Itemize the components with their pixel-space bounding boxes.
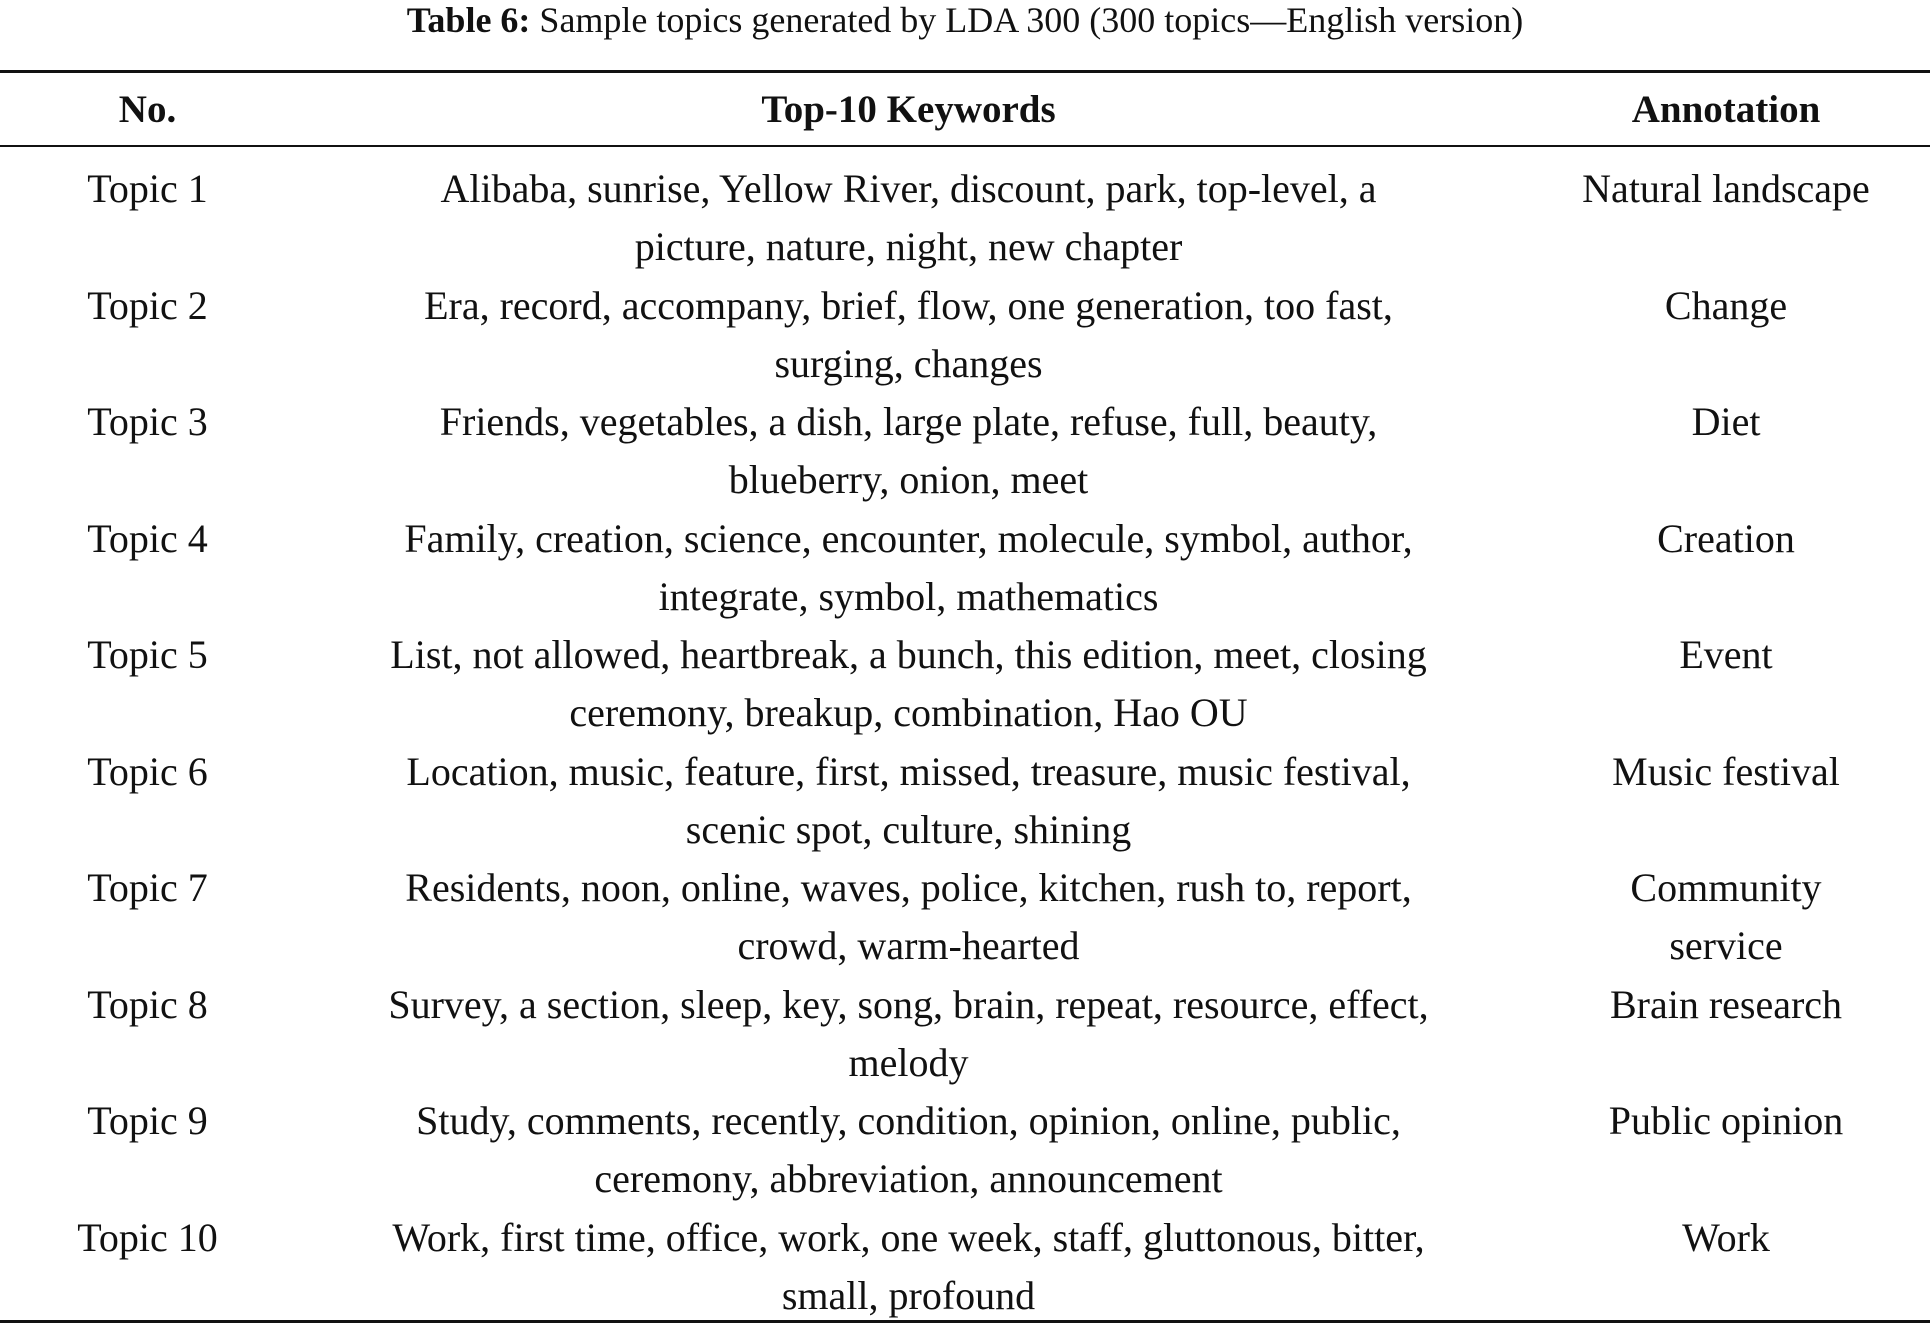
header-annotation: Annotation (1631, 87, 1821, 131)
topic-keywords (295, 743, 1522, 859)
keywords-line: Location, music, feature, first, missed, treasure, music festival, (406, 748, 1411, 794)
header-rule (0, 145, 1930, 147)
annotation-line: Public opinion (1608, 1098, 1844, 1143)
topic-annotation (1522, 510, 1930, 568)
table-body (0, 160, 1930, 1325)
topic-annotation (1522, 393, 1930, 451)
topic-number: Topic 6 (87, 748, 208, 794)
keywords-line: ceremony, abbreviation, announcement (594, 1156, 1223, 1201)
keywords-line: List, not allowed, heartbreak, a bunch, this edition, meet, closing (390, 632, 1427, 677)
topic-number: Topic 8 (87, 981, 208, 1027)
topic-number: Topic 1 (87, 166, 208, 211)
annotation-line: Event (1679, 632, 1773, 677)
table-caption (0, 0, 1930, 40)
keywords-line: melody (848, 1039, 969, 1085)
table-row (0, 1092, 1930, 1209)
topic-keywords (295, 626, 1522, 742)
caption-text: Sample topics generated by LDA 300 (300 topics—English version) (539, 0, 1524, 40)
annotation-line: Change (1664, 282, 1788, 328)
topic-keywords (295, 859, 1522, 975)
topic-keywords (295, 1092, 1522, 1208)
annotation-line: Diet (1691, 399, 1761, 444)
topic-annotation (1522, 859, 1930, 975)
keywords-line: integrate, symbol, mathematics (658, 573, 1159, 619)
topic-number: Topic 2 (87, 282, 208, 328)
table-row (0, 626, 1930, 743)
table-row (0, 859, 1930, 976)
keywords-line: crowd, warm-hearted (737, 923, 1080, 968)
annotation-line: Music festival (1612, 748, 1840, 794)
keywords-line: Residents, noon, online, waves, police, kitchen, rush to, report, (405, 865, 1412, 910)
topic-number: Topic 9 (87, 1098, 208, 1143)
topic-annotation (1522, 626, 1930, 684)
table-row (0, 160, 1930, 277)
annotation-line: service (1669, 923, 1783, 968)
annotation-line: Creation (1657, 515, 1795, 561)
topic-keywords (295, 160, 1522, 276)
keywords-line: Family, creation, science, encounter, molecule, symbol, author, (404, 515, 1413, 561)
topic-annotation (1522, 743, 1930, 801)
keywords-line: Alibaba, sunrise, Yellow River, discount, park, top-level, a (440, 166, 1377, 211)
keywords-line: ceremony, breakup, combination, Hao OU (569, 690, 1248, 735)
topic-annotation (1522, 976, 1930, 1034)
keywords-line: Friends, vegetables, a dish, large plate, refuse, full, beauty, (439, 399, 1378, 444)
topic-number: Topic 7 (87, 865, 208, 910)
keywords-line: picture, nature, night, new chapter (634, 224, 1183, 269)
annotation-line: Work (1682, 1214, 1770, 1260)
annotation-line: Brain research (1609, 981, 1843, 1027)
table-row (0, 743, 1930, 860)
table-row (0, 1209, 1930, 1326)
table-row (0, 976, 1930, 1093)
caption-label: Table 6: (406, 0, 531, 40)
table-header-row (0, 73, 1930, 145)
header-no: No. (118, 87, 177, 131)
keywords-line: Era, record, accompany, brief, flow, one generation, too fast, (424, 282, 1393, 328)
header-keywords: Top-10 Keywords (761, 87, 1056, 131)
topic-keywords (295, 1209, 1522, 1325)
keywords-line: small, profound (781, 1272, 1036, 1318)
table-row (0, 393, 1930, 510)
topic-annotation (1522, 1092, 1930, 1150)
topic-keywords (295, 976, 1522, 1092)
topic-number: Topic 5 (87, 632, 208, 677)
keywords-line: Work, first time, office, work, one week, staff, gluttonous, bitter, (392, 1214, 1425, 1260)
annotation-line: Natural landscape (1582, 166, 1870, 211)
keywords-line: blueberry, onion, meet (728, 457, 1089, 502)
topic-annotation (1522, 277, 1930, 335)
topic-keywords (295, 393, 1522, 509)
topic-number: Topic 4 (87, 515, 208, 561)
bottom-rule (0, 1320, 1930, 1323)
keywords-line: scenic spot, culture, shining (685, 806, 1132, 852)
topic-annotation (1522, 1209, 1930, 1267)
keywords-line: Study, comments, recently, condition, opinion, online, public, (416, 1098, 1401, 1143)
table-row (0, 510, 1930, 627)
table-row (0, 277, 1930, 394)
keywords-line: surging, changes (774, 340, 1043, 386)
topic-keywords (295, 510, 1522, 626)
topic-annotation (1522, 160, 1930, 218)
keywords-line: Survey, a section, sleep, key, song, brain, repeat, resource, effect, (388, 981, 1429, 1027)
annotation-line: Community (1630, 865, 1822, 910)
topic-number: Topic 10 (77, 1214, 218, 1260)
topic-number: Topic 3 (87, 399, 208, 444)
topic-keywords (295, 277, 1522, 393)
